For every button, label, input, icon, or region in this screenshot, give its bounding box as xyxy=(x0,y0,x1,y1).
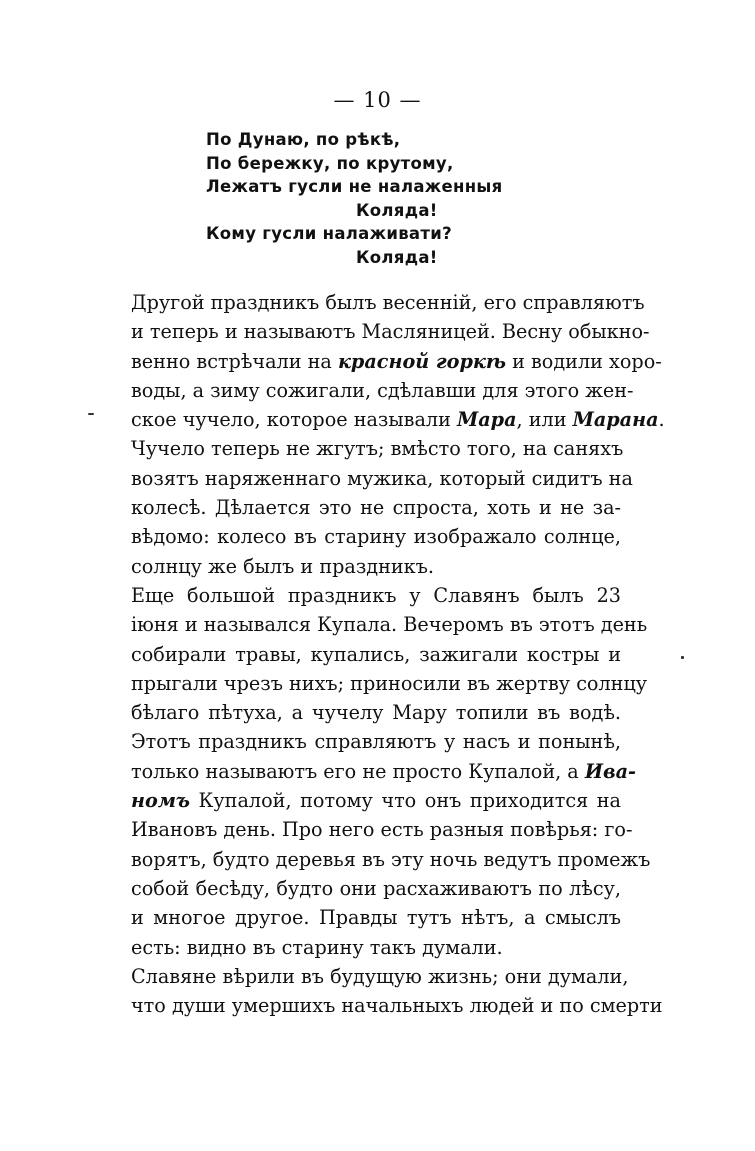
scan-speck xyxy=(88,413,94,415)
text-line: собирали травы, купались, зажигали костры и xyxy=(131,642,621,666)
verse-line: Кому гусли налаживати? xyxy=(206,224,452,243)
verse-line: По бережку, по крутому, xyxy=(206,153,454,173)
text-run: Купалой, потому что онъ приходится на xyxy=(189,789,621,813)
text-line: и теперь и называютъ Масляницей. Весну обыкно- xyxy=(131,320,650,344)
text-line xyxy=(131,405,665,434)
emphasis-mara: Мара xyxy=(456,408,517,432)
text-run: только называютъ его не просто Купалой, а xyxy=(131,759,585,783)
text-line: прыгали чрезъ нихъ; приносили въ жертву солнцу xyxy=(131,671,648,695)
page-number: — 10 — xyxy=(333,88,422,112)
verse-refrain: Коляда! xyxy=(356,200,438,220)
text-run: венно встрѣчали на xyxy=(131,349,338,373)
text-line: Другой праздникъ былъ весенній, его справляютъ xyxy=(131,291,645,314)
text-run: и водили хоро- xyxy=(506,349,662,373)
text-line: бѣлаго пѣтуха, а чучелу Мару топили въ водѣ. xyxy=(131,701,621,725)
text-line: Чучело теперь не жгутъ; вмѣсто того, на саняхъ xyxy=(131,437,624,461)
verse-block xyxy=(206,128,503,269)
text-run: . xyxy=(658,408,665,432)
verse-refrain: Коляда! xyxy=(356,247,438,267)
verse-line: Лежатъ гусли не налаженныя xyxy=(206,177,503,196)
text-run: ское чучело, которое называли xyxy=(131,408,457,432)
paragraph-3 xyxy=(131,962,663,1021)
text-line: колесѣ. Дѣлается это не спроста, хоть и не за- xyxy=(131,496,621,520)
emphasis-ivanom-cont: номъ xyxy=(131,789,190,813)
verse-line: По Дунаю, по рѣкѣ, xyxy=(206,130,401,149)
text-run: , или xyxy=(516,408,573,432)
text-line: вѣдомо: колесо въ старину изображало солнце, xyxy=(131,525,621,549)
text-line: собой бесѣду, будто они расхаживаютъ по лѣсу, xyxy=(131,876,621,900)
emphasis-krasnaya-gorka: красной горкѣ xyxy=(337,349,507,373)
emphasis-ivanom: Ива- xyxy=(584,759,636,783)
text-line: возятъ наряженнаго мужика, который сидитъ на xyxy=(131,466,633,490)
text-line: и многое другое. Правды тутъ нѣтъ, а смыслъ xyxy=(131,906,621,930)
text-line: Этотъ праздникъ справляютъ у насъ и понынѣ, xyxy=(131,730,621,754)
text-line xyxy=(131,786,621,815)
scan-speck xyxy=(681,656,684,659)
body-text xyxy=(131,288,665,1020)
text-line: Ивановъ день. Про него есть разныя повѣрья: го- xyxy=(131,818,633,842)
text-line: іюня и назывался Купала. Вечеромъ въ этотъ день xyxy=(131,613,648,637)
emphasis-marana: Марана xyxy=(572,408,659,432)
paragraph-2 xyxy=(131,581,651,962)
text-line: воды, а зиму сожигали, сдѣлавши для этого жен- xyxy=(131,378,634,402)
text-line: Еще большой праздникъ у Славянъ былъ 23 xyxy=(131,583,621,607)
text-line: ворятъ, будто деревья въ эту ночь ведутъ промежъ xyxy=(131,847,651,871)
paragraph-1 xyxy=(131,288,665,581)
text-line: что души умершихъ начальныхъ людей и по смерти xyxy=(131,994,663,1018)
text-line: есть: видно въ старину такъ думали. xyxy=(131,935,503,959)
text-line xyxy=(131,347,662,376)
text-line: солнцу же былъ и праздникъ. xyxy=(131,554,434,578)
text-line: Славяне вѣрили въ будущую жизнь; они думали, xyxy=(131,964,629,988)
text-line xyxy=(131,757,636,786)
